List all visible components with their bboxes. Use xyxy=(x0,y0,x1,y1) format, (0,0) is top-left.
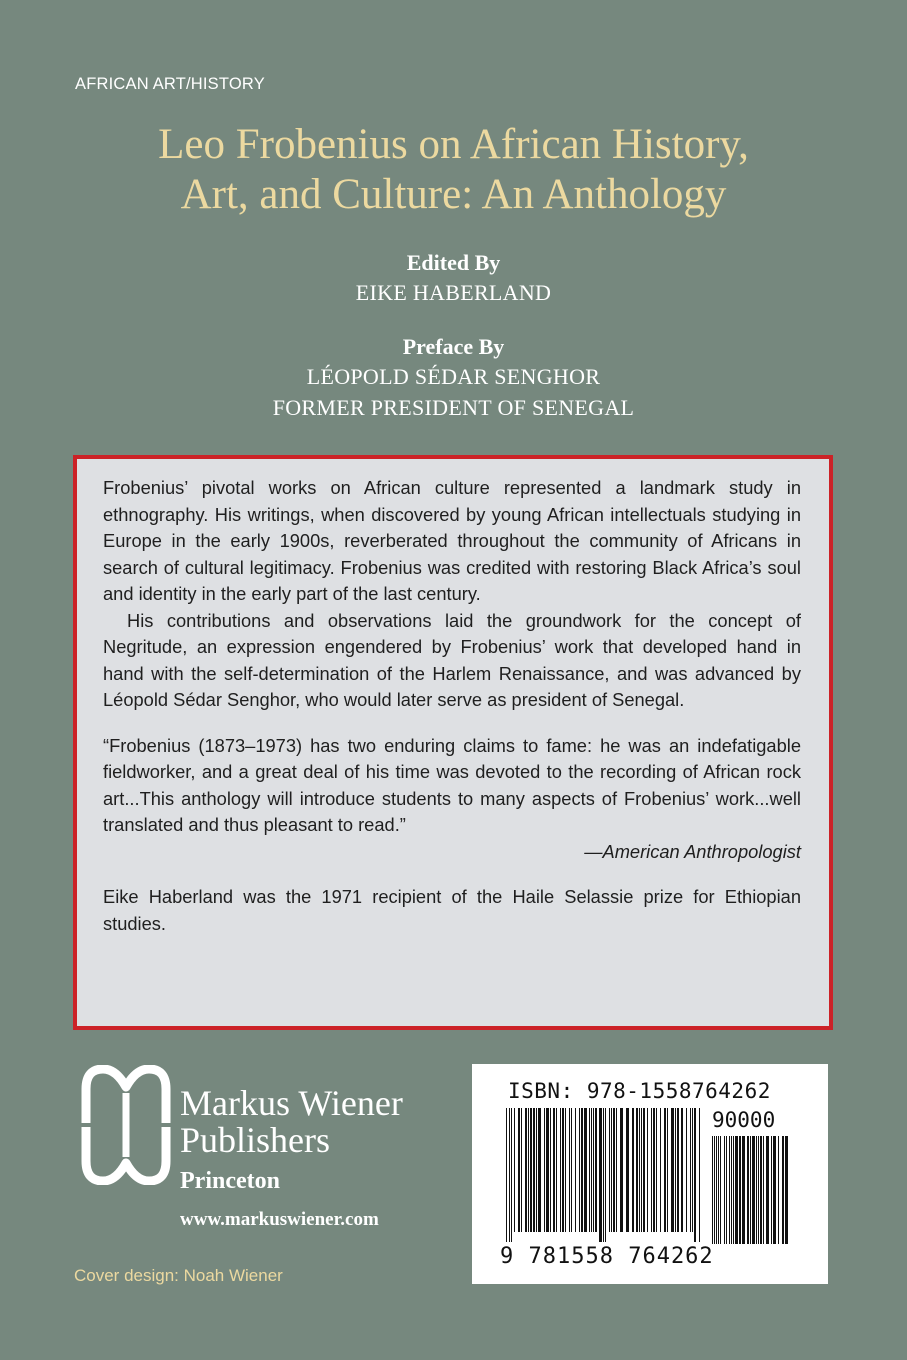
preface-role: FORMER PRESIDENT OF SENEGAL xyxy=(272,395,635,420)
barcode-bar xyxy=(544,1108,545,1232)
barcode-bar xyxy=(562,1108,564,1232)
barcode-bar xyxy=(636,1108,638,1232)
barcode-bar xyxy=(511,1108,512,1242)
barcode-bar xyxy=(699,1108,700,1242)
publisher-name-line-2: Publishers xyxy=(180,1120,331,1160)
barcode-bar xyxy=(528,1108,529,1232)
barcode-bar xyxy=(626,1108,629,1232)
barcode-bar xyxy=(521,1108,522,1232)
barcode-bar xyxy=(758,1136,759,1244)
barcode-bar xyxy=(681,1108,683,1232)
barcode-bar xyxy=(714,1136,715,1244)
barcode-bar xyxy=(735,1136,738,1244)
category-label: AFRICAN ART/HISTORY xyxy=(75,75,265,93)
barcode-bar xyxy=(584,1108,587,1232)
editor-name: EIKE HABERLAND xyxy=(355,280,552,305)
book-title xyxy=(0,120,907,220)
barcode-addon-number: 90000 xyxy=(712,1108,776,1132)
barcode-bar xyxy=(733,1136,734,1244)
barcode-bar xyxy=(550,1108,551,1232)
barcode-bar xyxy=(579,1108,580,1232)
barcode-bar xyxy=(514,1108,515,1232)
barcode-bar xyxy=(742,1136,745,1244)
review-source: —American Anthropologist xyxy=(584,840,801,862)
barcode-bar xyxy=(720,1136,721,1244)
barcode-bar xyxy=(603,1108,604,1242)
barcode-bar xyxy=(509,1108,510,1242)
publisher-name-line-1: Markus Wiener xyxy=(180,1083,403,1123)
barcode-bar xyxy=(560,1108,561,1232)
editor-bio: Eike Haberland was the 1971 recipient of the Haile Selassie prize for Ethiopian studies. xyxy=(103,886,801,934)
barcode-bar xyxy=(664,1108,666,1232)
barcode-bar xyxy=(609,1108,610,1232)
barcode-bar xyxy=(726,1136,727,1244)
barcode-bar xyxy=(569,1108,570,1232)
barcode-bar xyxy=(647,1108,648,1232)
barcode-bar xyxy=(785,1136,788,1244)
publisher-logo xyxy=(80,1065,172,1185)
barcode-bar xyxy=(651,1108,652,1232)
title-line-2: Art, and Culture: An Anthology xyxy=(180,171,727,218)
barcode-bar xyxy=(760,1136,762,1244)
barcode-digits: 9 781558 764262 xyxy=(500,1244,714,1269)
barcode-bar xyxy=(605,1108,606,1242)
barcode-bar xyxy=(641,1108,642,1232)
barcode-bar xyxy=(716,1136,717,1244)
barcode-bar xyxy=(518,1108,520,1232)
barcode-bar xyxy=(778,1136,779,1244)
barcode-bar xyxy=(712,1136,713,1244)
barcode-bar xyxy=(692,1108,693,1232)
barcode-bar xyxy=(653,1108,655,1232)
isbn-label: ISBN: 978-1558764262 xyxy=(508,1079,771,1103)
barcode-bar xyxy=(763,1136,764,1244)
barcode-bar xyxy=(525,1108,527,1232)
barcode-bar xyxy=(756,1136,757,1244)
barcode-bar xyxy=(546,1108,549,1232)
barcode-bar xyxy=(611,1108,612,1232)
barcode-bar xyxy=(565,1108,566,1232)
barcode-bar xyxy=(729,1136,730,1244)
barcode-bar xyxy=(538,1108,541,1232)
barcode-bar xyxy=(591,1108,592,1232)
barcode-bar xyxy=(533,1108,535,1232)
barcode-bar xyxy=(694,1108,696,1242)
barcode-bar xyxy=(660,1108,661,1232)
barcode-bar xyxy=(553,1108,555,1232)
barcode-bar xyxy=(667,1108,668,1232)
barcode-bar xyxy=(639,1108,640,1232)
editor-heading: Edited By xyxy=(406,250,501,275)
barcode-bar xyxy=(571,1108,572,1232)
barcode-bar xyxy=(739,1136,741,1244)
barcode-bar xyxy=(747,1136,749,1244)
barcode-bar xyxy=(632,1108,634,1232)
barcode-bar xyxy=(536,1108,537,1232)
barcode-bar xyxy=(675,1108,676,1232)
barcode-bar xyxy=(766,1136,769,1244)
preface-name: LÉOPOLD SÉDAR SENGHOR xyxy=(306,364,601,389)
barcode-bar xyxy=(671,1108,674,1232)
barcode-bar xyxy=(506,1108,507,1242)
barcode-bar xyxy=(575,1108,576,1232)
preface-heading: Preface By xyxy=(402,334,505,359)
barcode-bar xyxy=(530,1108,532,1232)
barcode-bar xyxy=(677,1108,679,1232)
publisher-city: Princeton xyxy=(180,1168,280,1194)
publisher-name xyxy=(180,1085,403,1159)
barcode-bar xyxy=(613,1108,615,1232)
barcode-bar xyxy=(773,1136,776,1244)
cover-design-credit: Cover design: Noah Wiener xyxy=(74,1266,283,1285)
barcode-bar xyxy=(599,1108,602,1242)
title-line-1: Leo Frobenius on African History, xyxy=(158,121,749,168)
blurb-box xyxy=(73,455,833,1030)
barcode-bar xyxy=(595,1108,597,1232)
barcode-bar xyxy=(771,1136,772,1244)
barcode-bar xyxy=(782,1136,784,1244)
barcode-bar xyxy=(752,1136,755,1244)
barcode-bar xyxy=(656,1108,657,1232)
barcode-bar xyxy=(556,1108,557,1232)
barcode-bar xyxy=(593,1108,594,1232)
barcode-bar xyxy=(620,1108,623,1232)
barcode-bar xyxy=(718,1136,719,1244)
barcode-bar xyxy=(616,1108,617,1232)
blurb-paragraph-1: Frobenius’ pivotal works on African culture represented a landmark study in ethnography. His writings, when discovered by young African intellectuals studying in Europe in the early 1900s, reverberated throughout the community of Africans in search of cultural legitimacy. Frobenius was credited with restoring Black Africa’s soul and identity in the early part of the last century. xyxy=(103,477,801,604)
barcode-bar xyxy=(643,1108,645,1232)
barcode-bar xyxy=(589,1108,590,1232)
barcode-bar xyxy=(750,1136,751,1244)
barcode-bar xyxy=(581,1108,583,1232)
blurb-paragraph-2: His contributions and observations laid the groundwork for the concept of Negritude, an expression engendered by Frobenius’ work that developed hand in hand with the self-determination of the Harlem Renaissance, and was advanced by Léopold Sédar Senghor, who would later serve as president of Senegal. xyxy=(103,609,801,710)
barcode-bar xyxy=(690,1108,691,1232)
publisher-url: www.markuswiener.com xyxy=(180,1209,379,1230)
review-quote: “Frobenius (1873–1973) has two enduring claims to fame: he was an indefatigable fieldworker, and a great deal of his time was devoted to the recording of African rock art...This anthology will introduce students to many aspects of Frobenius’ work...well translated and thus pleasant to read.” xyxy=(103,734,801,835)
barcode-bar xyxy=(686,1108,687,1232)
barcode-bar xyxy=(724,1136,725,1244)
barcode-bar xyxy=(731,1136,732,1244)
barcode-box xyxy=(472,1064,828,1284)
